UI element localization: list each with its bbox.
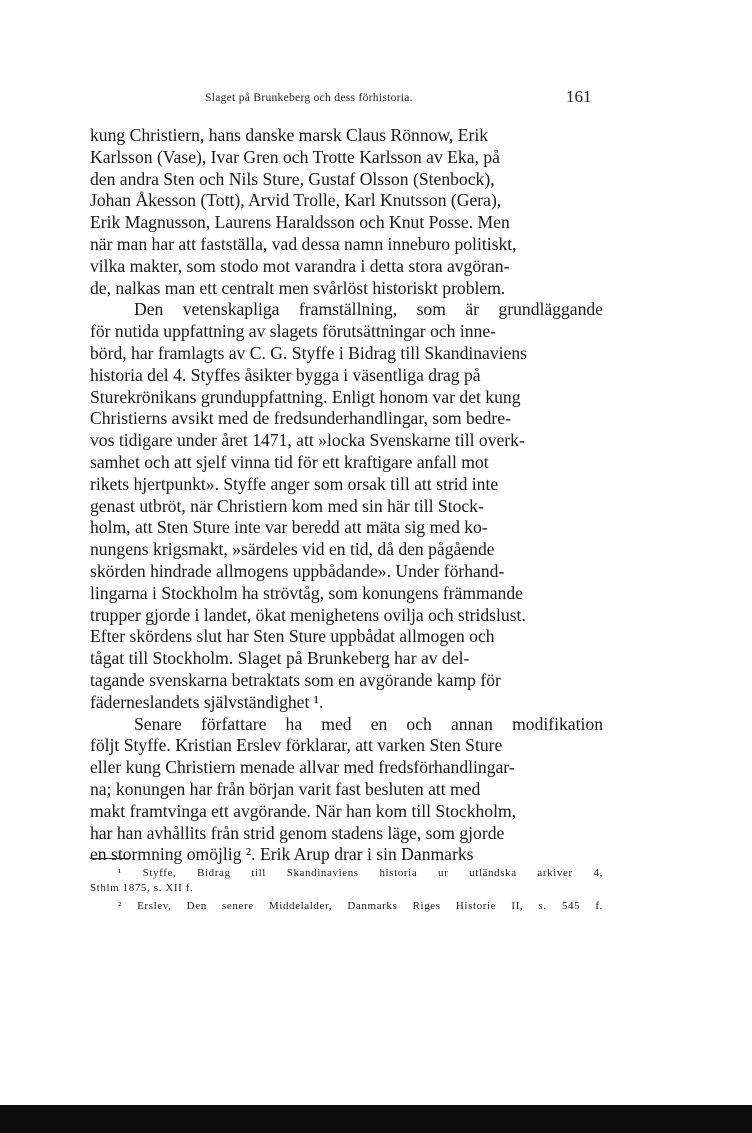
running-title: Slaget på Brunkeberg och dess förhistoria. (205, 92, 413, 104)
footnote-1-continued: Sthlm 1875, s. XII f. (90, 882, 194, 894)
body-line: för nutida uppfattning av slagets förutsättningar och inne- (90, 321, 497, 342)
body-line: eller kung Christiern menade allvar med fredsförhandlingar- (90, 757, 515, 778)
scan-bottom-border (0, 1105, 752, 1133)
body-line: Erik Magnusson, Laurens Haraldsson och Knut Posse. Men (90, 212, 510, 233)
body-line: rikets hjertpunkt». Styffe anger som orsak till att strid inte (90, 473, 499, 494)
body-line: historia del 4. Styffes åsikter bygga i väsentliga drag på (90, 364, 481, 385)
footnote-divider (90, 858, 130, 859)
body-line: har han avhållits från strid genom stadens läge, som gjorde (90, 822, 505, 843)
footnote-2: ² Erslev, Den senere Middelalder, Danmarks Riges Historie II, s. 545 f. (118, 900, 603, 912)
body-line: trupper gjorde i landet, ökat menighetens ovilja och stridslust. (90, 604, 526, 625)
body-line: tågat till Stockholm. Slaget på Brunkeberg har av del- (90, 648, 470, 669)
body-line: samhet och att sjelf vinna tid för ett kraftigare anfall mot (90, 452, 489, 472)
body-line: Karlsson (Vase), Ivar Gren och Trotte Karlsson av Eka, på (90, 146, 500, 167)
body-line-indented: Senare författare ha med en och annan modifikation (134, 713, 603, 734)
footnote-1: ¹ Styffe, Bidrag till Skandinaviens historia ur utländska arkiver 4, (118, 867, 603, 879)
body-line: holm, att Sten Sture inte var beredd att mäta sig med ko- (90, 517, 488, 538)
body-line: Sturekrönikans grunduppfattning. Enligt honom var det kung (90, 386, 521, 407)
body-line: kung Christiern, hans danske marsk Claus Rönnow, Erik (90, 125, 489, 145)
body-line: genast utbröt, när Christiern kom med sin här till Stock- (90, 495, 484, 516)
body-line: makt framtvinga ett avgörande. När han kom till Stockholm, (90, 800, 517, 821)
body-line: de, nalkas man ett centralt men svårlöst historiskt problem. (90, 277, 506, 298)
body-line: den andra Sten och Nils Sture, Gustaf Olsson (Stenbock), (90, 168, 495, 189)
body-line: nungens krigsmakt, »särdeles vid en tid, då den pågående (90, 539, 495, 560)
body-line: na; konungen har från början varit fast besluten att med (90, 779, 481, 799)
body-line: Efter skördens slut har Sten Sture uppbådat allmogen och (90, 626, 495, 647)
body-line: tagande svenskarna betraktats som en avgörande kamp för (90, 670, 501, 690)
body-line: när man har att fastställa, vad dessa namn inneburo politiskt, (90, 234, 517, 254)
body-line: vilka makter, som stodo mot varandra i detta stora avgöran- (90, 255, 510, 276)
body-line: lingarna i Stockholm ha strövtåg, som konungens främmande (90, 582, 523, 603)
body-line: Johan Åkesson (Tott), Arvid Trolle, Karl Knutsson (Gera), (90, 190, 502, 211)
body-line: följt Styffe. Kristian Erslev förklarar, att varken Sten Sture (90, 735, 503, 756)
body-line: börd, har framlagts av C. G. Styffe i Bidrag till Skandinaviens (90, 343, 528, 363)
body-line-indented: Den vetenskapliga framställning, som är grundläggande (134, 299, 603, 320)
body-line: fäderneslandets självständighet ¹. (90, 691, 324, 712)
body-line: skörden hindrade allmogens uppbådande». Under förhand- (90, 561, 505, 581)
body-line: Christierns avsikt med de fredsunderhandlingar, som bedre- (90, 408, 511, 429)
body-line: en stormning omöjlig ². Erik Arup drar i sin Danmarks (90, 844, 474, 865)
page-number: 161 (566, 87, 592, 106)
body-line: vos tidigare under året 1471, att »locka Svenskarne till overk- (90, 430, 525, 451)
